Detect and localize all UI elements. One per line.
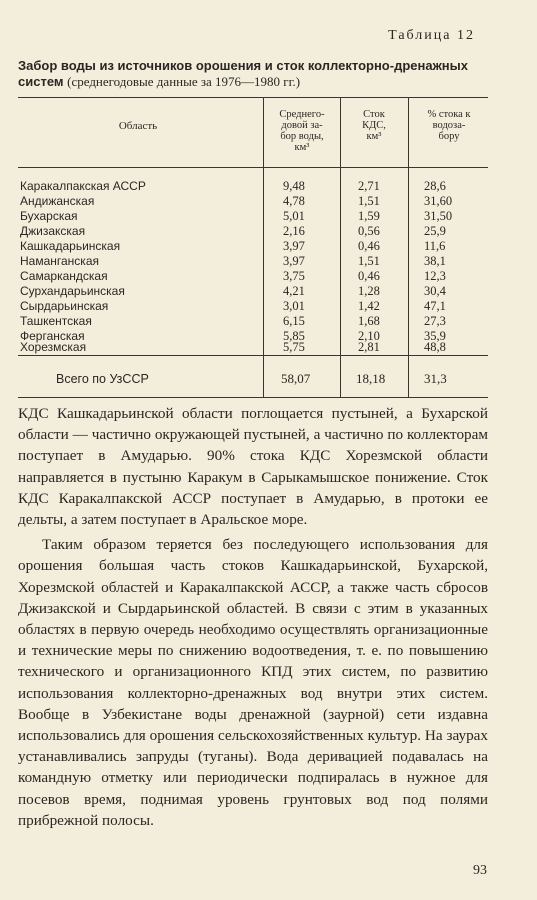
table-row	[18, 299, 488, 314]
table-row	[18, 194, 488, 209]
cell-intake: 3,97	[283, 239, 305, 253]
header-percent-line: % стока к	[427, 109, 471, 120]
cell-region: Сурхандарьинская	[20, 284, 125, 298]
table-row	[18, 314, 488, 329]
table-row	[18, 239, 488, 254]
header-percent-line: водоза-	[432, 120, 466, 131]
cell-percent: 11,6	[424, 239, 446, 253]
cell-region: Каракалпакская АССР	[20, 179, 146, 193]
cell-intake: 6,15	[283, 314, 305, 328]
cell-region: Ферганская	[20, 329, 85, 343]
cell-drain: 0,46	[358, 269, 380, 283]
cell-percent: 48,8	[424, 340, 446, 354]
cell-intake: 3,75	[283, 269, 305, 283]
body-text	[18, 403, 488, 831]
cell-intake: 4,21	[283, 284, 305, 298]
cell-region: Андижанская	[20, 194, 95, 208]
cell-drain: 2,10	[358, 329, 380, 343]
cell-percent: 28,6	[424, 179, 446, 193]
cell-intake: 9,48	[283, 179, 305, 193]
cell-drain: 2,81	[358, 340, 380, 354]
table-row	[18, 179, 488, 194]
header-drain-line: Сток	[363, 109, 385, 120]
cell-percent: 35,9	[424, 329, 446, 343]
table-caption-period: (среднегодовые данные за 1976—1980 гг.)	[67, 74, 301, 89]
cell-region: Джизакская	[20, 224, 86, 238]
header-region: Область	[118, 120, 158, 132]
header-intake-line: Среднего-	[279, 109, 325, 120]
cell-region: Ташкентская	[20, 314, 92, 328]
table-top-rule	[18, 97, 488, 98]
table-row	[18, 224, 488, 239]
header-percent-line: бору	[438, 131, 460, 142]
header-drain	[342, 109, 406, 142]
table-caption	[18, 58, 488, 90]
cell-intake: 5,75	[283, 340, 305, 354]
cell-intake: 2,16	[283, 224, 305, 238]
cell-percent: 38,1	[424, 254, 446, 268]
header-drain-line: КДС,	[362, 120, 386, 131]
total-label: Всего по УзССР	[56, 372, 149, 386]
cell-drain: 1,68	[358, 314, 380, 328]
header-drain-line: км³	[366, 131, 382, 142]
cell-drain: 1,59	[358, 209, 380, 223]
cell-drain: 1,42	[358, 299, 380, 313]
cell-intake: 3,97	[283, 254, 305, 268]
cell-percent: 30,4	[424, 284, 446, 298]
cell-percent: 25,9	[424, 224, 446, 238]
cell-region: Бухарская	[20, 209, 78, 223]
table-row	[18, 340, 488, 355]
cell-region: Сырдарьинская	[20, 299, 109, 313]
table-header-rule	[18, 167, 488, 168]
cell-region: Кашкадарьинская	[20, 239, 121, 253]
table-caption-bold: Забор воды из источников орошения и сток коллекторно-дренажных систем	[18, 58, 468, 89]
cell-drain: 1,51	[358, 254, 380, 268]
table-row	[18, 269, 488, 284]
header-percent	[410, 109, 488, 142]
cell-percent: 47,1	[424, 299, 446, 313]
header-intake-line: довой за-	[281, 120, 323, 131]
cell-drain: 0,56	[358, 224, 380, 238]
cell-drain: 1,28	[358, 284, 380, 298]
cell-drain: 2,71	[358, 179, 380, 193]
page-number: 93	[473, 863, 487, 878]
cell-percent: 31,50	[424, 209, 453, 223]
table-row	[18, 254, 488, 269]
paragraph: Таким образом теряется без последующего использования для орошения большая часть стоков Кашкадарьинской, Бухарской, Хорезмской областей и Каракалпакской АССР, а также часть сбросов Джизакской и Сырдарьинской областей. В связи с этим в указанных областях в первую очередь необходимо осуществлять организационные и технические меры по снижению водоотведения, т. е. по повышению технического и организационного КПД этих систем, по развитию использования коллекторно-дренажных вод внутри этих систем. Вообще в Узбекистане воды дренажной (заурной) сети издавна использовались для орошения сельскохозяйственных культур. На заурах устанавливались запруды (туганы). Вода деривацией подавалась на командную отметку или периодически подпиралась в нужное для посевов время, поднимая уровень грунтовых вод под полями прибрежной полосы.	[18, 536, 488, 829]
header-intake-line: км³	[294, 142, 310, 153]
cell-drain: 0,46	[358, 239, 380, 253]
header-intake	[265, 109, 339, 153]
cell-region: Самаркандская	[20, 269, 108, 283]
cell-percent: 31,60	[424, 194, 453, 208]
table-total-row	[18, 369, 488, 389]
table-total-rule	[18, 355, 488, 356]
total-drain: 18,18	[356, 371, 386, 386]
cell-percent: 12,3	[424, 269, 446, 283]
cell-drain: 1,51	[358, 194, 380, 208]
total-percent: 31,3	[424, 371, 447, 386]
header-intake-line: бор воды,	[280, 131, 324, 142]
cell-region: Хорезмская	[20, 340, 87, 354]
table-bottom-rule	[18, 397, 488, 398]
paragraph: КДС Кашкадарьинской области поглощается пустыней, а Бухарской области — частично окружающей пустыней, а частично по коллекторам поступает в Амударью. 90% стока КДС Хорезмской области направляется в пустыню Каракум в Сарыкамышское понижение. Сток КДС Каракалпакской АССР поступает в Амударью, в протоки ее дельты, а затем поступает в Аральское море.	[18, 405, 488, 529]
table-row	[18, 209, 488, 224]
cell-intake: 5,01	[283, 209, 305, 223]
cell-intake: 4,78	[283, 194, 305, 208]
table-row	[18, 284, 488, 299]
cell-intake: 5,85	[283, 329, 305, 343]
cell-percent: 27,3	[424, 314, 446, 328]
cell-region: Наманганская	[20, 254, 99, 268]
cell-intake: 3,01	[283, 299, 305, 313]
table-label: Таблица 12	[388, 28, 475, 43]
total-intake: 58,07	[281, 371, 311, 386]
